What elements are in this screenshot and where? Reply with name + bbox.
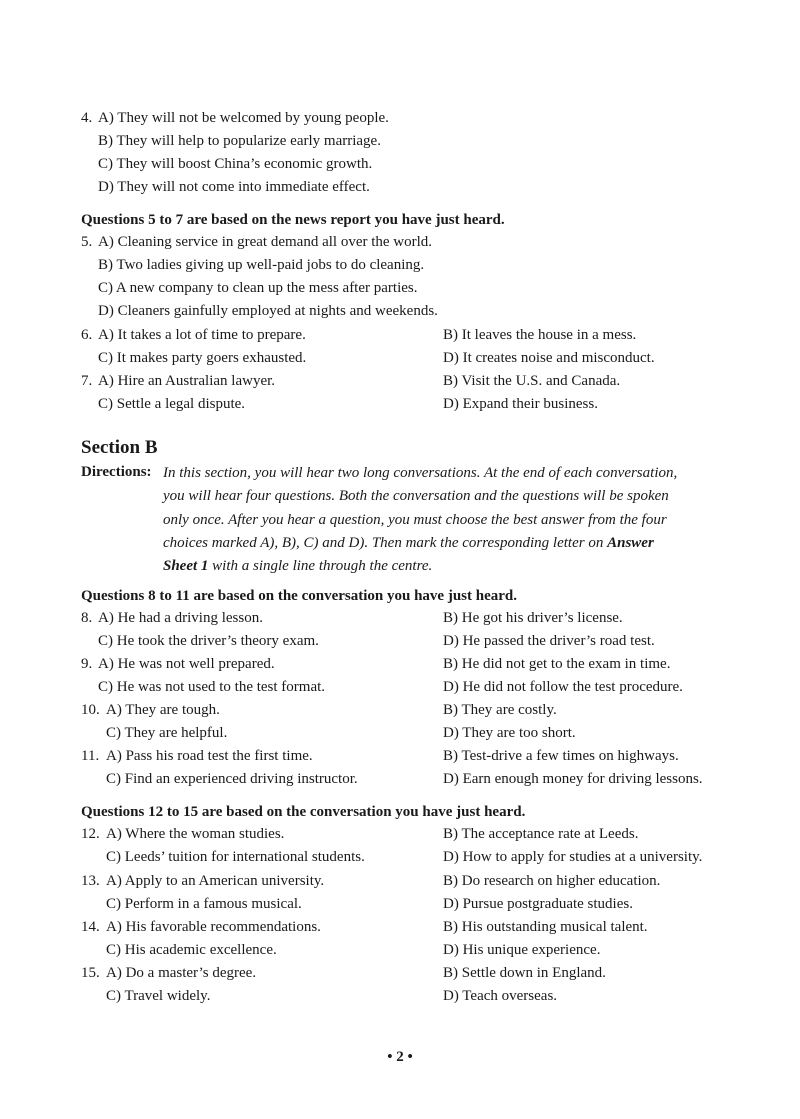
- question-group-heading-12-15: Questions 12 to 15 are based on the conversation you have just heard.: [81, 804, 526, 820]
- question-5-option-a: A) Cleaning service in great demand all over the world.: [98, 234, 433, 250]
- question-7-option-c: C) Settle a legal dispute.: [98, 396, 246, 412]
- question-15-option-b: B) Settle down in England.: [443, 965, 606, 981]
- question-10-option-d: D) They are too short.: [443, 725, 576, 741]
- question-6-option-c: C) It makes party goers exhausted.: [98, 350, 307, 366]
- answer-sheet-bold-1: Answer: [607, 534, 654, 551]
- question-4-option-d: D) They will not come into immediate effect.: [98, 179, 370, 195]
- question-4-option-c: C) They will boost China’s economic growth.: [98, 156, 373, 172]
- question-group-heading-8-11: Questions 8 to 11 are based on the conversation you have just heard.: [81, 588, 517, 604]
- question-9-number: 9.: [81, 656, 93, 672]
- question-5-option-b: B) Two ladies giving up well-paid jobs to do cleaning.: [98, 257, 425, 273]
- question-15-number: 15.: [81, 965, 100, 981]
- question-8-option-b: B) He got his driver’s license.: [443, 610, 623, 626]
- question-4-option-b: B) They will help to popularize early marriage.: [98, 133, 381, 149]
- question-10-option-c: C) They are helpful.: [106, 725, 228, 741]
- question-6-option-b: B) It leaves the house in a mess.: [443, 327, 637, 343]
- directions-line-1: In this section, you will hear two long conversations. At the end of each conversation,: [163, 465, 678, 481]
- question-14-option-d: D) His unique experience.: [443, 942, 601, 958]
- directions-line-4-text: choices marked A), B), C) and D). Then mark the corresponding letter on: [163, 534, 604, 551]
- question-7-option-d: D) Expand their business.: [443, 396, 598, 412]
- question-4-option-a: A) They will not be welcomed by young people.: [98, 110, 389, 126]
- answer-sheet-bold-2: Sheet 1: [163, 558, 209, 575]
- directions-line-3: only once. After you hear a question, you must choose the best answer from the four: [163, 511, 667, 528]
- question-13-option-d: D) Pursue postgraduate studies.: [443, 896, 633, 912]
- question-12-option-d: D) How to apply for studies at a university.: [443, 849, 703, 865]
- question-15-option-d: D) Teach overseas.: [443, 988, 558, 1004]
- question-14-option-c: C) His academic excellence.: [106, 942, 277, 958]
- question-13-option-a: A) Apply to an American university.: [106, 873, 325, 889]
- question-6-option-a: A) It takes a lot of time to prepare.: [98, 327, 306, 343]
- directions-tail: with a single line through the centre.: [208, 558, 433, 575]
- question-9-option-c: C) He was not used to the test format.: [98, 679, 326, 695]
- question-11-option-d: D) Earn enough money for driving lessons.: [443, 771, 703, 787]
- question-13-number: 13.: [81, 873, 100, 889]
- directions-line-5: [163, 555, 719, 578]
- question-11-option-c: C) Find an experienced driving instructor.: [106, 771, 358, 787]
- question-8-option-c: C) He took the driver’s theory exam.: [98, 633, 319, 649]
- question-10-option-a: A) They are tough.: [106, 702, 220, 718]
- question-12-option-a: A) Where the woman studies.: [106, 826, 285, 842]
- question-14-option-b: B) His outstanding musical talent.: [443, 919, 648, 935]
- question-10-option-b: B) They are costly.: [443, 702, 557, 718]
- question-5-number: 5.: [81, 234, 93, 250]
- question-12-option-b: B) The acceptance rate at Leeds.: [443, 826, 639, 842]
- question-13-option-b: B) Do research on higher education.: [443, 873, 661, 889]
- section-b-title: Section B: [81, 437, 158, 458]
- question-13-option-c: C) Perform in a famous musical.: [106, 896, 302, 912]
- question-9-option-a: A) He was not well prepared.: [98, 656, 275, 672]
- question-12-number: 12.: [81, 826, 100, 842]
- page-number: • 2 •: [387, 1049, 413, 1065]
- directions-label: Directions:: [81, 464, 152, 480]
- question-7-number: 7.: [81, 373, 93, 389]
- question-15-option-a: A) Do a master’s degree.: [106, 965, 257, 981]
- question-5-option-d: D) Cleaners gainfully employed at nights and weekends.: [98, 303, 438, 319]
- question-7-option-a: A) Hire an Australian lawyer.: [98, 373, 276, 389]
- question-6-number: 6.: [81, 327, 93, 343]
- question-4-number: 4.: [81, 110, 93, 126]
- question-14-number: 14.: [81, 919, 100, 935]
- question-6-option-d: D) It creates noise and misconduct.: [443, 350, 655, 366]
- question-5-option-c: C) A new company to clean up the mess after parties.: [98, 280, 418, 296]
- directions-line-4: [163, 532, 719, 555]
- question-7-option-b: B) Visit the U.S. and Canada.: [443, 373, 621, 389]
- question-9-option-d: D) He did not follow the test procedure.: [443, 679, 683, 695]
- question-8-option-a: A) He had a driving lesson.: [98, 610, 263, 626]
- question-11-option-b: B) Test-drive a few times on highways.: [443, 748, 679, 764]
- question-group-heading-5-7: Questions 5 to 7 are based on the news report you have just heard.: [81, 212, 505, 228]
- question-8-number: 8.: [81, 610, 93, 626]
- question-10-number: 10.: [81, 702, 100, 718]
- question-15-option-c: C) Travel widely.: [106, 988, 211, 1004]
- question-11-option-a: A) Pass his road test the first time.: [106, 748, 313, 764]
- question-11-number: 11.: [81, 748, 100, 764]
- question-8-option-d: D) He passed the driver’s road test.: [443, 633, 655, 649]
- directions-text: [163, 462, 719, 578]
- question-12-option-c: C) Leeds’ tuition for international students.: [106, 849, 365, 865]
- directions-line-2: you will hear four questions. Both the conversation and the questions will be spoken: [163, 488, 669, 505]
- question-14-option-a: A) His favorable recommendations.: [106, 919, 321, 935]
- question-9-option-b: B) He did not get to the exam in time.: [443, 656, 671, 672]
